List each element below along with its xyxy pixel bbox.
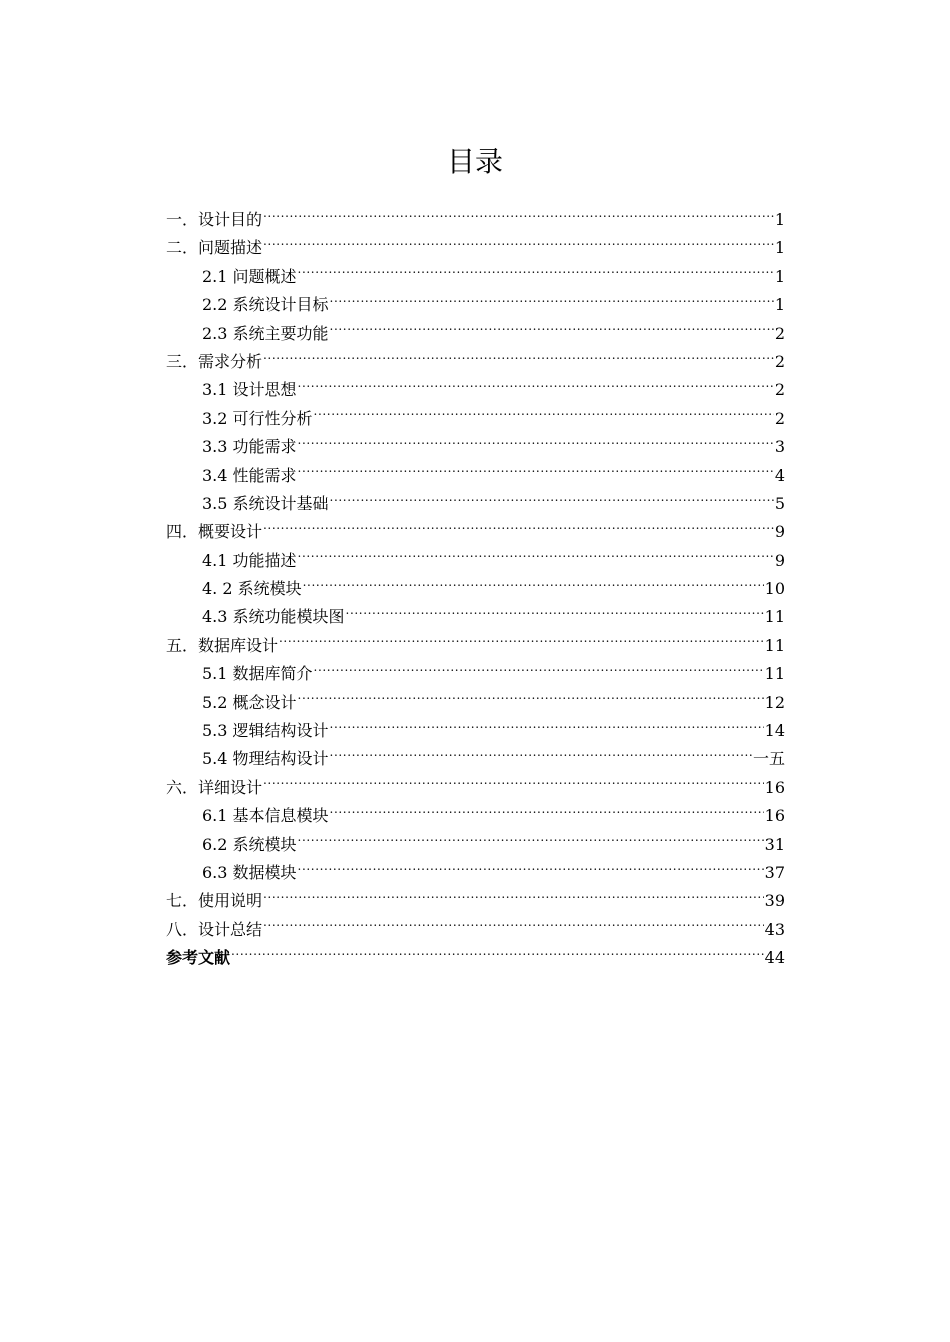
toc-dot-leader	[298, 834, 764, 850]
toc-dot-leader	[263, 919, 764, 935]
toc-entry-label: 3.1 设计思想	[202, 380, 297, 400]
toc-entry[interactable]	[166, 859, 785, 887]
toc-dot-leader	[263, 351, 774, 367]
toc-entry-page-number: 4	[774, 465, 785, 485]
toc-entry[interactable]	[166, 603, 785, 631]
toc-dot-leader	[298, 266, 774, 282]
toc-entry-page-number: 5	[774, 493, 785, 513]
toc-entry-label: 4.1 功能描述	[202, 550, 297, 570]
toc-dot-leader	[298, 465, 774, 481]
toc-title: 目录	[446, 145, 503, 178]
toc-entry-label: 5.3 逻辑结构设计	[202, 721, 329, 741]
toc-entry-page-number: 2	[774, 323, 785, 343]
toc-entry[interactable]	[166, 234, 785, 262]
toc-dot-leader	[298, 862, 764, 878]
toc-entry-label: 八．设计总结	[166, 919, 263, 939]
toc-entry[interactable]	[166, 944, 785, 972]
toc-entry-label: 2.2 系统设计目标	[202, 295, 329, 315]
toc-entry-label: 六．详细设计	[166, 777, 263, 797]
toc-dot-leader	[346, 606, 764, 622]
toc-entry-page-number: 1	[774, 238, 785, 258]
toc-entry-label: 3.2 可行性分析	[202, 408, 313, 428]
toc-entry-page-number: 2	[774, 408, 785, 428]
toc-entry-label: 6.2 系统模块	[202, 834, 297, 854]
toc-dot-leader	[231, 947, 764, 963]
toc-entry-page-number: 39	[764, 891, 785, 911]
toc-entry-label: 3.5 系统设计基础	[202, 493, 329, 513]
toc-entry-page-number: 44	[764, 948, 785, 968]
toc-entry-page-number: 1	[774, 266, 785, 286]
toc-entry-label: 2.3 系统主要功能	[202, 323, 329, 343]
toc-entry-label: 6.1 基本信息模块	[202, 806, 329, 826]
toc-entry-page-number: 1	[774, 295, 785, 315]
toc-dot-leader	[330, 493, 774, 509]
toc-dot-leader	[330, 805, 764, 821]
toc-entry[interactable]	[166, 376, 785, 404]
toc-entry[interactable]	[166, 831, 785, 859]
toc-entry[interactable]	[166, 490, 785, 518]
toc-entry-page-number: 37	[764, 862, 785, 882]
toc-entry[interactable]	[166, 263, 785, 291]
toc-entry-label: 6.3 数据模块	[202, 862, 297, 882]
toc-entry[interactable]	[166, 774, 785, 802]
toc-entry[interactable]	[166, 433, 785, 461]
toc-entry-page-number: 3	[774, 437, 785, 457]
toc-dot-leader	[303, 578, 764, 594]
toc-entry[interactable]	[166, 575, 785, 603]
toc-entry-label: 3.3 功能需求	[202, 437, 297, 457]
toc-dot-leader	[298, 379, 774, 395]
toc-entry[interactable]	[166, 887, 785, 915]
toc-entry-label: 5.4 物理结构设计	[202, 749, 329, 769]
toc-dot-leader	[330, 294, 774, 310]
toc-dot-leader	[330, 748, 752, 764]
toc-dot-leader	[263, 777, 764, 793]
toc-entry[interactable]	[166, 916, 785, 944]
toc-entry-page-number: 14	[764, 721, 785, 741]
toc-entry[interactable]	[166, 320, 785, 348]
toc-entry[interactable]	[166, 291, 785, 319]
toc-entry-page-number: 31	[764, 834, 785, 854]
toc-entry-page-number: 16	[764, 777, 785, 797]
toc-entry[interactable]	[166, 518, 785, 546]
toc-entry-label: 4.3 系统功能模块图	[202, 607, 345, 627]
toc-entry-page-number: 11	[764, 635, 785, 655]
toc-dot-leader	[263, 521, 774, 537]
toc-entry-page-number: 11	[764, 607, 785, 627]
toc-entry-page-number: 2	[774, 351, 785, 371]
toc-dot-leader	[263, 237, 774, 253]
toc-dot-leader	[279, 635, 764, 651]
toc-entry-label: 一．设计目的	[166, 210, 263, 229]
toc-entry-label: 七．使用说明	[166, 891, 263, 911]
toc-entry[interactable]	[166, 547, 785, 575]
toc-entry-label: 2.1 问题概述	[202, 266, 297, 286]
toc-dot-leader	[298, 550, 774, 566]
toc-entry-page-number: 11	[764, 664, 785, 684]
toc-entry[interactable]	[166, 405, 785, 433]
toc-entry[interactable]	[166, 348, 785, 376]
toc-entry-label: 参考文献	[166, 948, 231, 968]
toc-dot-leader	[314, 663, 764, 679]
toc-entry[interactable]	[166, 689, 785, 717]
toc-entry[interactable]	[166, 206, 785, 234]
toc-entry-page-number: 43	[764, 919, 785, 939]
toc-entry-label: 五．数据库设计	[166, 635, 279, 655]
toc-entry-page-number: 一五	[752, 749, 785, 769]
toc-dot-leader	[314, 408, 774, 424]
toc-entry-label: 3.4 性能需求	[202, 465, 297, 485]
toc-entry-page-number: 9	[774, 522, 785, 542]
toc-entry-label: 5.1 数据库简介	[202, 664, 313, 684]
toc-entry[interactable]	[166, 660, 785, 688]
toc-entry-page-number: 12	[764, 692, 785, 712]
toc-entry-label: 三．需求分析	[166, 351, 263, 371]
toc-entry-label: 四．概要设计	[166, 522, 263, 542]
toc-entry-label: 5.2 概念设计	[202, 692, 297, 712]
toc-dot-leader	[298, 436, 774, 452]
toc-dot-leader	[263, 890, 764, 906]
toc-entry[interactable]	[166, 717, 785, 745]
toc-entry-page-number: 1	[774, 210, 785, 229]
toc-entry[interactable]	[166, 745, 785, 773]
toc-entry-page-number: 2	[774, 380, 785, 400]
toc-dot-leader	[298, 692, 764, 708]
toc-dot-leader	[330, 323, 774, 339]
toc-entry-label: 4. 2 系统模块	[202, 579, 302, 599]
toc-entry[interactable]	[166, 462, 785, 490]
toc-dot-leader	[263, 209, 774, 225]
toc-list	[166, 206, 785, 973]
toc-entry[interactable]	[166, 632, 785, 660]
toc-entry[interactable]	[166, 802, 785, 830]
toc-dot-leader	[330, 720, 764, 736]
toc-entry-label: 二．问题描述	[166, 238, 263, 258]
toc-entry-page-number: 10	[764, 579, 785, 599]
toc-entry-page-number: 9	[774, 550, 785, 570]
toc-entry-page-number: 16	[764, 806, 785, 826]
